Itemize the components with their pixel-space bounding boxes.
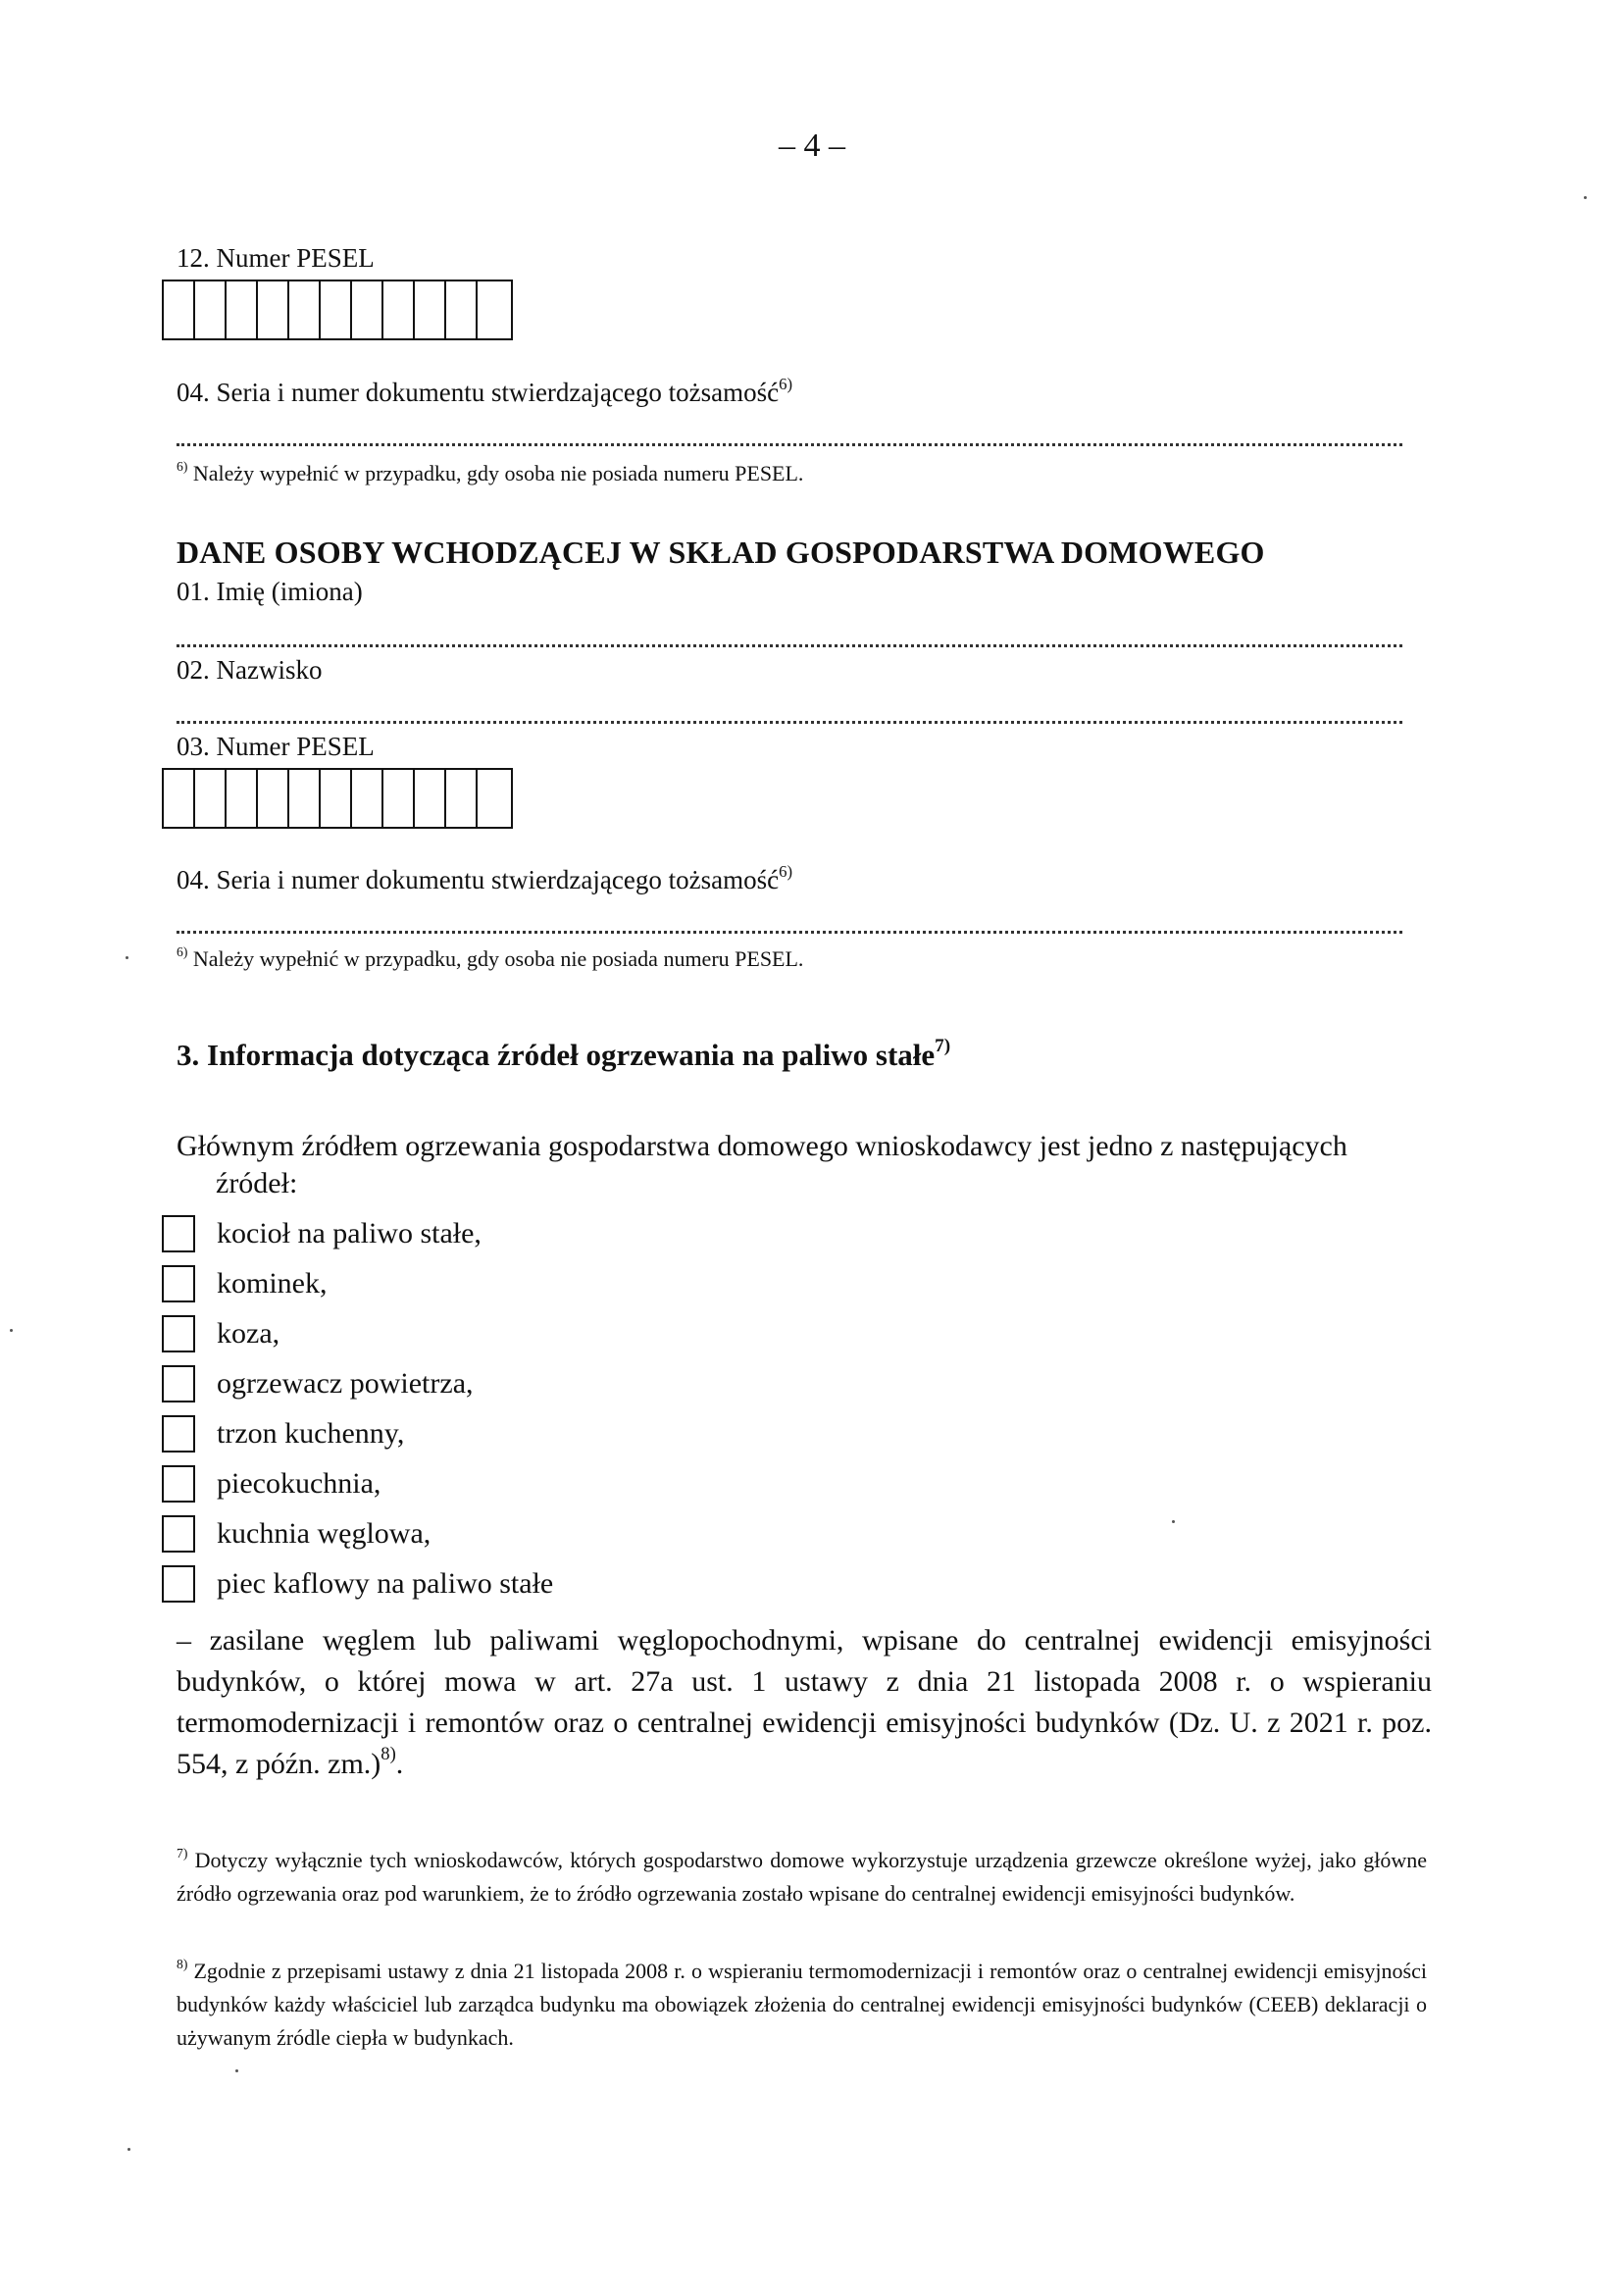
id-document-label: 04. Seria i numer dokumentu stwierdzającego tożsamość$^{6)}$	[177, 861, 793, 894]
option-label: koza,	[217, 1317, 280, 1350]
id-document-field[interactable]	[177, 931, 1402, 934]
checkbox[interactable]	[162, 1215, 195, 1252]
scan-speck	[1172, 1520, 1175, 1523]
option-label: trzon kuchenny,	[217, 1417, 405, 1450]
pesel-digit-box[interactable]	[227, 281, 258, 338]
scan-speck	[1584, 196, 1587, 199]
heating-intro	[177, 1128, 1427, 1202]
pesel-label: 03. Numer PESEL	[177, 732, 375, 761]
option-label: ogrzewacz powietrza,	[217, 1367, 474, 1400]
pesel-digit-box[interactable]	[383, 281, 415, 338]
heating-intro-line: Głównym źródłem ogrzewania gospodarstwa domowego wnioskodawcy jest jedno z następujących	[177, 1130, 1347, 1162]
checkbox[interactable]	[162, 1565, 195, 1603]
scan-speck	[127, 2148, 130, 2151]
checkbox[interactable]	[162, 1265, 195, 1302]
scan-speck	[10, 1329, 13, 1332]
section-3-title: 3. Informacja dotycząca źródeł ogrzewania na paliwo stałe$^{7)}$	[177, 1035, 951, 1072]
surname-label: 02. Nazwisko	[177, 655, 323, 685]
heating-option[interactable]	[162, 1210, 482, 1257]
pesel-boxes[interactable]	[162, 280, 513, 340]
pesel-digit-box[interactable]	[383, 770, 415, 827]
footnote-6: $^{6)}$ Należy wypełnić w przypadku, gdy osoba nie posiada numeru PESEL.	[177, 458, 804, 485]
pesel-label: 12. Numer PESEL	[177, 243, 375, 273]
checkbox[interactable]	[162, 1415, 195, 1453]
pesel-digit-box[interactable]	[258, 770, 289, 827]
checkbox[interactable]	[162, 1465, 195, 1503]
pesel-digit-box[interactable]	[446, 281, 478, 338]
pesel-digit-box[interactable]	[478, 770, 511, 827]
pesel-digit-box[interactable]	[446, 770, 478, 827]
household-member-heading: DANE OSOBY WCHODZĄCEJ W SKŁAD GOSPODARSTWA DOMOWEGO	[177, 535, 1265, 570]
pesel-boxes[interactable]	[162, 768, 513, 829]
page-number: – 4 –	[779, 127, 845, 164]
checkbox[interactable]	[162, 1315, 195, 1352]
option-label: kominek,	[217, 1267, 328, 1300]
scan-speck	[126, 956, 128, 959]
pesel-digit-box[interactable]	[289, 770, 321, 827]
surname-field[interactable]	[177, 721, 1402, 724]
footnote-7: $^{7)}$ Dotyczy wyłącznie tych wnioskodawców, których gospodarstwo domowe wykorzystuje urządzenia grzewcze określone wyżej, jako główne źródło ogrzewania oraz pod warunkiem, że to źródło ogrzewania zostało wpisane do centralnej ewidencji emisyjności budynków.	[177, 1845, 1427, 1906]
pesel-digit-box[interactable]	[352, 281, 383, 338]
pesel-digit-box[interactable]	[195, 770, 227, 827]
pesel-digit-box[interactable]	[289, 281, 321, 338]
pesel-digit-box[interactable]	[352, 770, 383, 827]
heating-conditions-text: – zasilane węglem lub paliwami węglopochodnymi, wpisane do centralnej ewidencji emisyjności budynków, o której mowa w art. 27a ust. 1 ustawy z dnia 21 listopada 2008 r. o wspieraniu termomodernizacji i remontów oraz o centralnej ewidencji emisyjności budynków (Dz. U. z 2021 r. poz. 554, z późn. zm.)$^{8)}$.	[177, 1624, 1432, 1780]
pesel-digit-box[interactable]	[164, 770, 195, 827]
heating-option[interactable]	[162, 1410, 404, 1457]
checkbox[interactable]	[162, 1365, 195, 1402]
option-label: kuchnia węglowa,	[217, 1517, 431, 1550]
heating-option[interactable]	[162, 1260, 328, 1307]
heating-option[interactable]	[162, 1560, 553, 1607]
heating-intro-line: źródeł:	[216, 1167, 298, 1199]
id-document-label: 04. Seria i numer dokumentu stwierdzającego tożsamość$^{6)}$	[177, 374, 793, 407]
first-name-label: 01. Imię (imiona)	[177, 577, 363, 606]
first-name-field[interactable]	[177, 644, 1402, 647]
footnote-6: $^{6)}$ Należy wypełnić w przypadku, gdy osoba nie posiada numeru PESEL.	[177, 943, 804, 971]
option-label: piecokuchnia,	[217, 1467, 381, 1500]
option-label: kocioł na paliwo stałe,	[217, 1217, 482, 1249]
pesel-digit-box[interactable]	[478, 281, 511, 338]
pesel-digit-box[interactable]	[227, 770, 258, 827]
pesel-digit-box[interactable]	[415, 770, 446, 827]
checkbox[interactable]	[162, 1515, 195, 1553]
pesel-digit-box[interactable]	[164, 281, 195, 338]
pesel-digit-box[interactable]	[258, 281, 289, 338]
heating-option[interactable]	[162, 1510, 431, 1557]
pesel-digit-box[interactable]	[321, 770, 352, 827]
scan-speck	[235, 2069, 238, 2072]
pesel-digit-box[interactable]	[195, 281, 227, 338]
heating-option[interactable]	[162, 1310, 279, 1357]
heating-option[interactable]	[162, 1460, 381, 1507]
pesel-digit-box[interactable]	[321, 281, 352, 338]
footnote-8: $^{8)}$ Zgodnie z przepisami ustawy z dnia 21 listopada 2008 r. o wspieraniu termomodernizacji i remontów oraz o centralnej ewidencji emisyjności budynków każdy właściciel lub zarządca budynku ma obowiązek złożenia do centralnej ewidencji emisyjności budynków (CEEB) deklaracji o używanym źródle ciepła w budynkach.	[177, 1956, 1427, 2050]
heating-option[interactable]	[162, 1360, 474, 1407]
pesel-digit-box[interactable]	[415, 281, 446, 338]
option-label: piec kaflowy na paliwo stałe	[217, 1567, 554, 1600]
id-document-field[interactable]	[177, 443, 1402, 446]
